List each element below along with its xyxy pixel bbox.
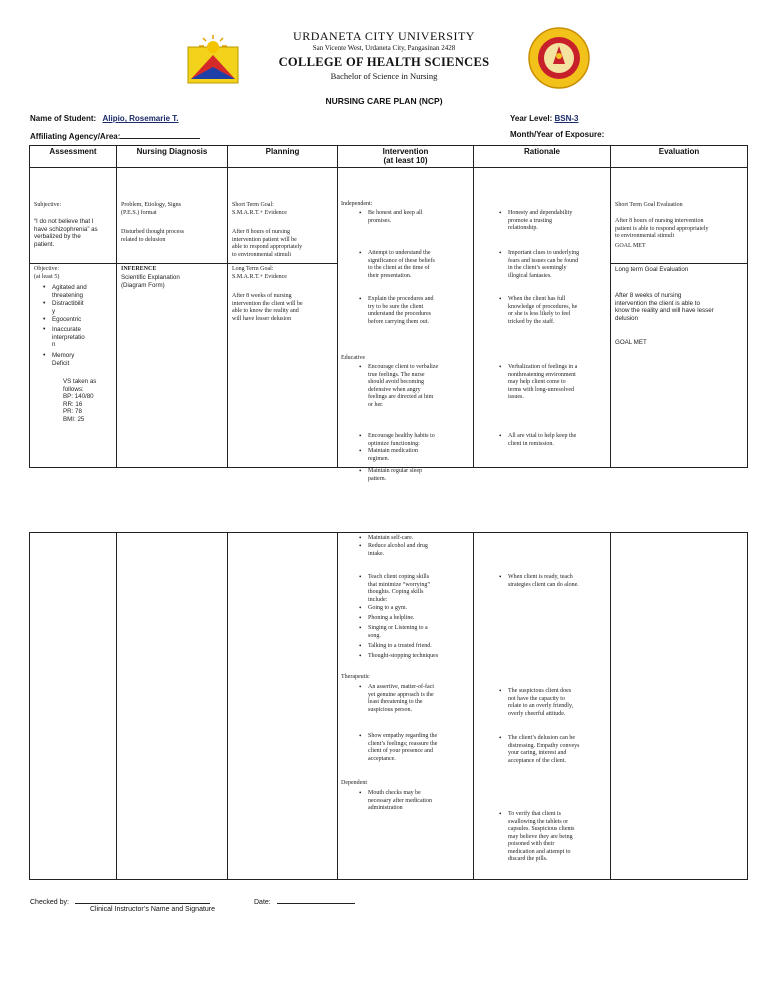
- long-term-goal-title: Long Term Goal: S.M.A.R.T.+ Evidence: [232, 266, 287, 280]
- col-evaluation: Evaluation: [611, 146, 748, 168]
- intervention-item: • Explain the procedures and try to be sure the client understand the procedures before carrying them out.: [368, 296, 433, 326]
- long-term-planning-cell: [228, 264, 338, 468]
- col-assessment: Assessment: [30, 146, 117, 168]
- intervention-item: • Maintain regular sleep pattern.: [368, 468, 422, 483]
- checked-by-label: Checked by:: [30, 899, 69, 906]
- student-label: Name of Student:: [30, 114, 97, 123]
- rationale-item: • When the client has full knowledge of procedures, he or she is less likely to feel tricked by the staff.: [508, 296, 577, 326]
- col-diagnosis: Nursing Diagnosis: [117, 146, 228, 168]
- signature-caption: Clinical Instructor’s Name and Signature: [90, 906, 216, 913]
- rationale-cell: [474, 168, 611, 468]
- independent-heading: Independent:: [341, 201, 373, 207]
- inference-text: Scientific Explanation (Diagram Form): [121, 274, 180, 289]
- long-term-eval-text: After 8 weeks of nursing intervention the client is able to know the reality and will have lesser delusion: [615, 292, 714, 322]
- student-name-row: [30, 114, 179, 123]
- agency-row: [30, 130, 200, 141]
- short-term-goal-text: After 8 hours of nursing intervention patient will be able to respond appropriately to environmental stimuli: [232, 229, 303, 258]
- coping-skill-item: • Thought-stopping techniques: [368, 653, 438, 661]
- intervention-item: • Encourage healthy habits to optimize functioning:: [368, 433, 435, 448]
- rationale-item: • Important clues to underlying fears and issues can be found in the client’s seemingly illogical fantasies.: [508, 250, 579, 280]
- intervention-cell: [338, 168, 474, 482]
- long-term-eval-title: Long term Goal Evaluation: [615, 266, 689, 273]
- signature-line[interactable]: [75, 896, 210, 904]
- diagnosis-statement: Disturbed thought process related to delusion: [121, 229, 184, 243]
- date-row: [254, 896, 355, 906]
- checked-by-row: [30, 896, 210, 906]
- intervention-item: • Maintain medication regimen.: [368, 448, 418, 463]
- subjective-title: Subjective:: [34, 202, 61, 208]
- intervention-item: • Attempt to understand the significance of these beliefs to the client at the time of their presentation.: [368, 250, 435, 280]
- intervention-item: • An assertive, matter-of-fact yet genuine approach is the least threatening to the suspicious person.: [368, 684, 434, 714]
- continued-intervention-cell: [338, 533, 474, 880]
- intervention-item: • Be honest and keep all promises.: [368, 210, 422, 225]
- date-line[interactable]: [277, 896, 355, 904]
- short-term-evaluation-cell: [611, 168, 748, 264]
- dependent-heading: Dependent: [341, 780, 367, 786]
- col-planning: Planning: [228, 146, 338, 168]
- intervention-item: • Show empathy regarding the client’s feelings; reassure the client of your presence and acceptance.: [368, 733, 437, 763]
- continued-planning-cell: [228, 533, 338, 880]
- diagnosis-cell: [117, 168, 228, 264]
- exposure-label: Month/Year of Exposure:: [510, 130, 605, 139]
- rationale-item: • Verbalization of feelings in a nonthreatening environment may help client come to terms with long-unresolved issues.: [508, 364, 577, 402]
- intervention-item: • Encourage client to verbalize true feelings. The nurse should avoid becoming defensive when angry feelings are directed at him or her.: [368, 364, 438, 409]
- student-value: Alipio, Rosemarie T.: [102, 114, 179, 123]
- short-term-planning-cell: [228, 168, 338, 264]
- degree-program: Bachelor of Science in Nursing: [330, 71, 438, 81]
- short-term-eval-text: After 8 hours of nursing intervention patient is able to respond appropriately to environmental stimuli: [615, 218, 709, 239]
- year-value: BSN-3: [554, 114, 579, 123]
- short-term-goal-title: Short Term Goal: S.M.A.R.T.+ Evidence: [232, 202, 287, 216]
- therapeutic-heading: Therapeutic: [341, 674, 370, 680]
- objective-item: • Egocentric: [52, 316, 81, 324]
- intervention-item: • Mouth checks may be necessary after medication administration: [368, 790, 432, 813]
- objective-cell: [30, 264, 117, 468]
- care-plan-table: [29, 145, 748, 482]
- care-plan-continued-table: [29, 532, 748, 880]
- col-intervention: Intervention (at least 10): [338, 146, 474, 168]
- university-address: San Vicente West, Urdaneta City, Pangasinan 2428: [312, 44, 456, 52]
- subjective-text: “I do not believe that I have schizophrenia” as verbalized by the patient.: [34, 218, 98, 248]
- long-term-evaluation-cell: [611, 264, 748, 468]
- vital-signs: VS taken as follows: BP: 140/80 RR: 16 PR: 78 BMI: 25: [63, 378, 97, 423]
- continued-rationale-cell: [474, 533, 611, 880]
- continued-diagnosis-cell: [117, 533, 228, 880]
- coping-skill-item: • Phoning a helpline.: [368, 615, 415, 623]
- objective-item: • Inaccurate interpretatio n: [52, 326, 85, 349]
- rationale-item: • When client is ready, teach strategies client can do alone.: [508, 574, 579, 589]
- coping-skill-item: • Talking to a trusted friend.: [368, 643, 432, 651]
- intervention-item: • Reduce alcohol and drug intake.: [368, 543, 428, 558]
- educative-heading: Educative: [341, 355, 365, 361]
- inference-cell: [117, 264, 228, 468]
- college-name: COLLEGE OF HEALTH SCIENCES: [278, 55, 490, 69]
- rationale-item: • To verify that client is swallowing the tablets or capsules. Suspicious clients may believe they are being poisoned with their medication and attempt to discard the pills.: [508, 811, 575, 864]
- date-label: Date:: [254, 899, 271, 906]
- continued-assessment-cell: [30, 533, 117, 880]
- long-term-goal-text: After 8 weeks of nursing intervention the client will be able to know the reality and will have lesser delusion: [232, 293, 303, 322]
- goal-met-badge: GOAL MET: [615, 243, 646, 249]
- intervention-item: • Maintain self-care.: [368, 535, 413, 543]
- agency-blank[interactable]: [120, 130, 200, 139]
- subjective-cell: [30, 168, 117, 264]
- year-level-row: [510, 114, 579, 123]
- objective-item: • Distractibilit y: [52, 300, 84, 315]
- col-rationale: Rationale: [474, 146, 611, 168]
- rationale-item: • The suspicious client does not have the capacity to relate to an overly friendly, overly cheerful attitude.: [508, 688, 573, 718]
- goal-met-badge-2: GOAL MET: [615, 339, 647, 346]
- table-header-row: [30, 146, 748, 168]
- objective-item: • Memory Deficit: [52, 352, 74, 367]
- short-term-eval-title: Short Term Goal Evaluation: [615, 202, 683, 208]
- year-label: Year Level:: [510, 114, 553, 123]
- rationale-item: • All are vital to help keep the client in remission.: [508, 433, 576, 448]
- form-title: NURSING CARE PLAN (NCP): [325, 96, 443, 106]
- agency-label: Affiliating Agency/Area:: [30, 132, 121, 141]
- rationale-item: • The client’s delusion can be distressing. Empathy conveys your caring, interest and acceptance of the client.: [508, 735, 580, 765]
- objective-title: Objective: (at least 5): [34, 266, 60, 280]
- university-name: URDANETA CITY UNIVERSITY: [293, 29, 475, 43]
- exposure-row: [510, 130, 604, 139]
- diagnosis-format: Problem, Etiology, Signs (P.E.S.) format: [121, 202, 181, 216]
- rationale-item: • Honesty and dependability promote a trusting relationship.: [508, 210, 572, 233]
- coping-skill-item: • Singing or Listening to a song.: [368, 625, 428, 640]
- inference-title: INFERENCE: [121, 266, 157, 272]
- continued-evaluation-cell: [611, 533, 748, 880]
- coping-skill-item: • Going to a gym.: [368, 605, 407, 613]
- intervention-item: • Teach client coping skills that minimize “worrying” thoughts. Coping skills include:: [368, 574, 430, 604]
- objective-item: • Agitated and threatening: [52, 284, 87, 299]
